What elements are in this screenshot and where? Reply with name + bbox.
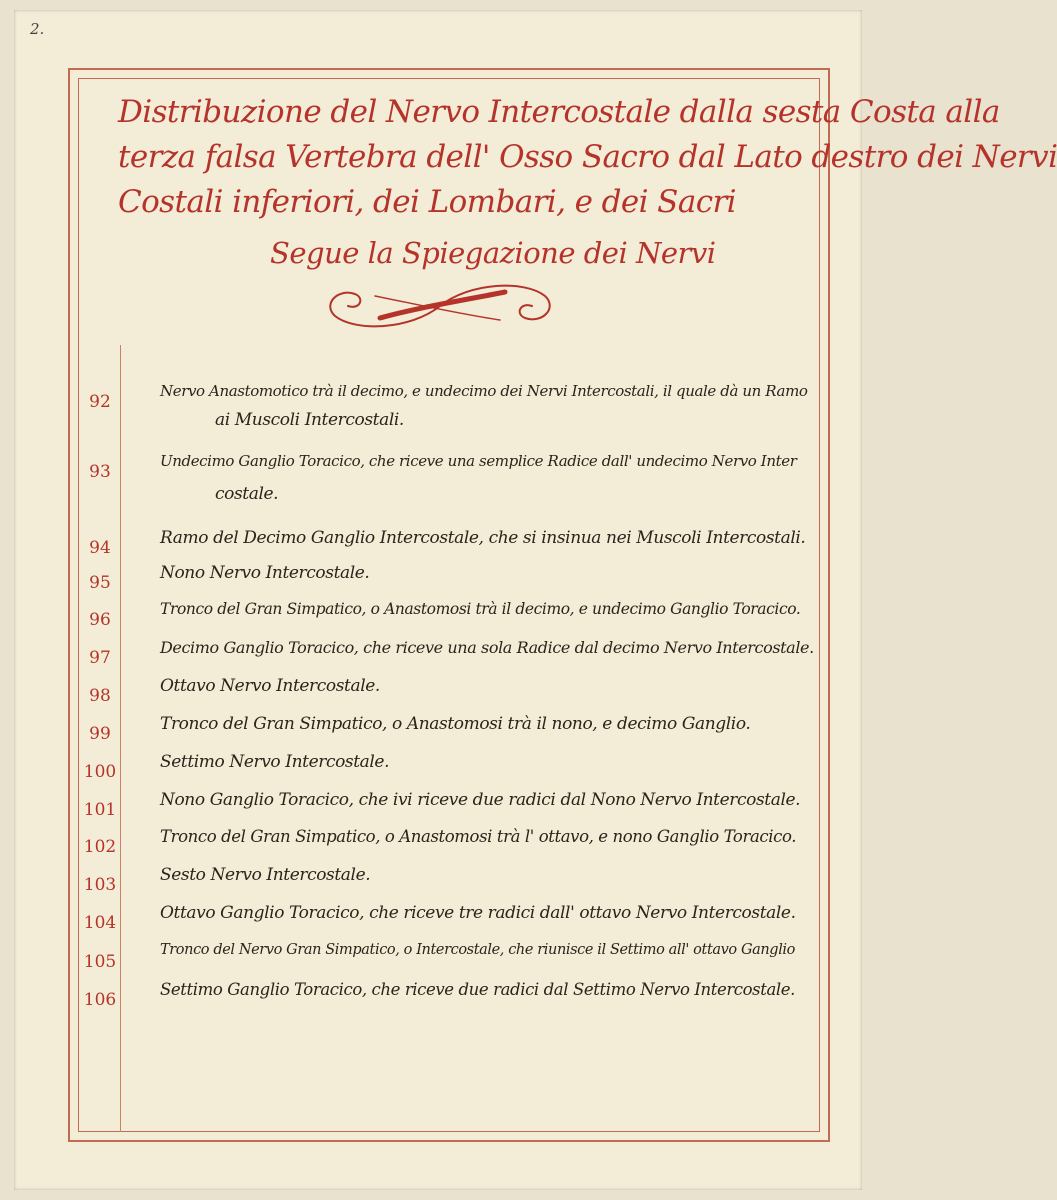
entry-number: 101	[83, 800, 117, 820]
entry-text-continuation: costale.	[215, 484, 279, 504]
entry-text: Ottavo Ganglio Toracico, che riceve tre radici dall' ottavo Nervo Intercostale.	[160, 903, 796, 923]
entry-number: 106	[83, 990, 117, 1010]
entry-text: Ramo del Decimo Ganglio Intercostale, che si insinua nei Muscoli Intercostali.	[160, 528, 806, 548]
subtitle: Segue la Spiegazione dei Nervi	[270, 236, 716, 270]
entry-text: Undecimo Ganglio Toracico, che riceve una semplice Radice dall' undecimo Nervo Inter	[160, 452, 797, 470]
entry-text-continuation: ai Muscoli Intercostali.	[215, 410, 404, 430]
entry-number: 97	[89, 648, 111, 668]
page-number: 2.	[30, 20, 45, 38]
entry-number: 92	[89, 392, 111, 412]
entry-text: Tronco del Gran Simpatico, o Anastomosi trà il nono, e decimo Ganglio.	[160, 714, 751, 734]
entry-text: Nono Nervo Intercostale.	[160, 563, 370, 583]
entry-text: Settimo Ganglio Toracico, che riceve due radici dal Settimo Nervo Intercostale.	[160, 980, 796, 999]
entry-text: Tronco del Nervo Gran Simpatico, o Intercostale, che riunisce il Settimo all' ottavo Ganglio	[160, 942, 795, 958]
calligraphic-flourish-icon	[320, 278, 560, 334]
entry-number: 100	[83, 762, 117, 782]
title-line: terza falsa Vertebra dell' Osso Sacro dal Lato destro dei Nervi	[118, 139, 1057, 175]
title-line: Costali inferiori, dei Lombari, e dei Sacri	[118, 184, 736, 220]
entry-number: 99	[89, 724, 111, 744]
title-line: Distribuzione del Nervo Intercostale dalla sesta Costa alla	[118, 94, 1000, 130]
entry-number: 103	[83, 875, 117, 895]
entry-text: Nono Ganglio Toracico, che ivi riceve due radici dal Nono Nervo Intercostale.	[160, 790, 801, 810]
entry-number: 95	[89, 573, 111, 593]
page-title	[118, 90, 1057, 225]
entry-number: 98	[89, 686, 111, 706]
entry-text: Decimo Ganglio Toracico, che riceve una sola Radice dal decimo Nervo Intercostale.	[160, 638, 814, 657]
entry-text: Tronco del Gran Simpatico, o Anastomosi trà l' ottavo, e nono Ganglio Toracico.	[160, 827, 797, 846]
entry-number: 96	[89, 610, 111, 630]
number-column-rule	[120, 345, 121, 1132]
entry-number: 94	[89, 538, 111, 558]
entry-text: Tronco del Gran Simpatico, o Anastomosi trà il decimo, e undecimo Ganglio Toracico.	[160, 600, 801, 618]
entry-number: 93	[89, 462, 111, 482]
entry-text: Sesto Nervo Intercostale.	[160, 865, 371, 885]
entry-text: Ottavo Nervo Intercostale.	[160, 676, 380, 696]
entry-text: Settimo Nervo Intercostale.	[160, 752, 390, 772]
entry-number: 104	[83, 913, 117, 933]
entry-text: Nervo Anastomotico trà il decimo, e undecimo dei Nervi Intercostali, il quale dà un Ramo	[160, 382, 808, 400]
entry-number: 105	[83, 952, 117, 972]
entry-number: 102	[83, 837, 117, 857]
